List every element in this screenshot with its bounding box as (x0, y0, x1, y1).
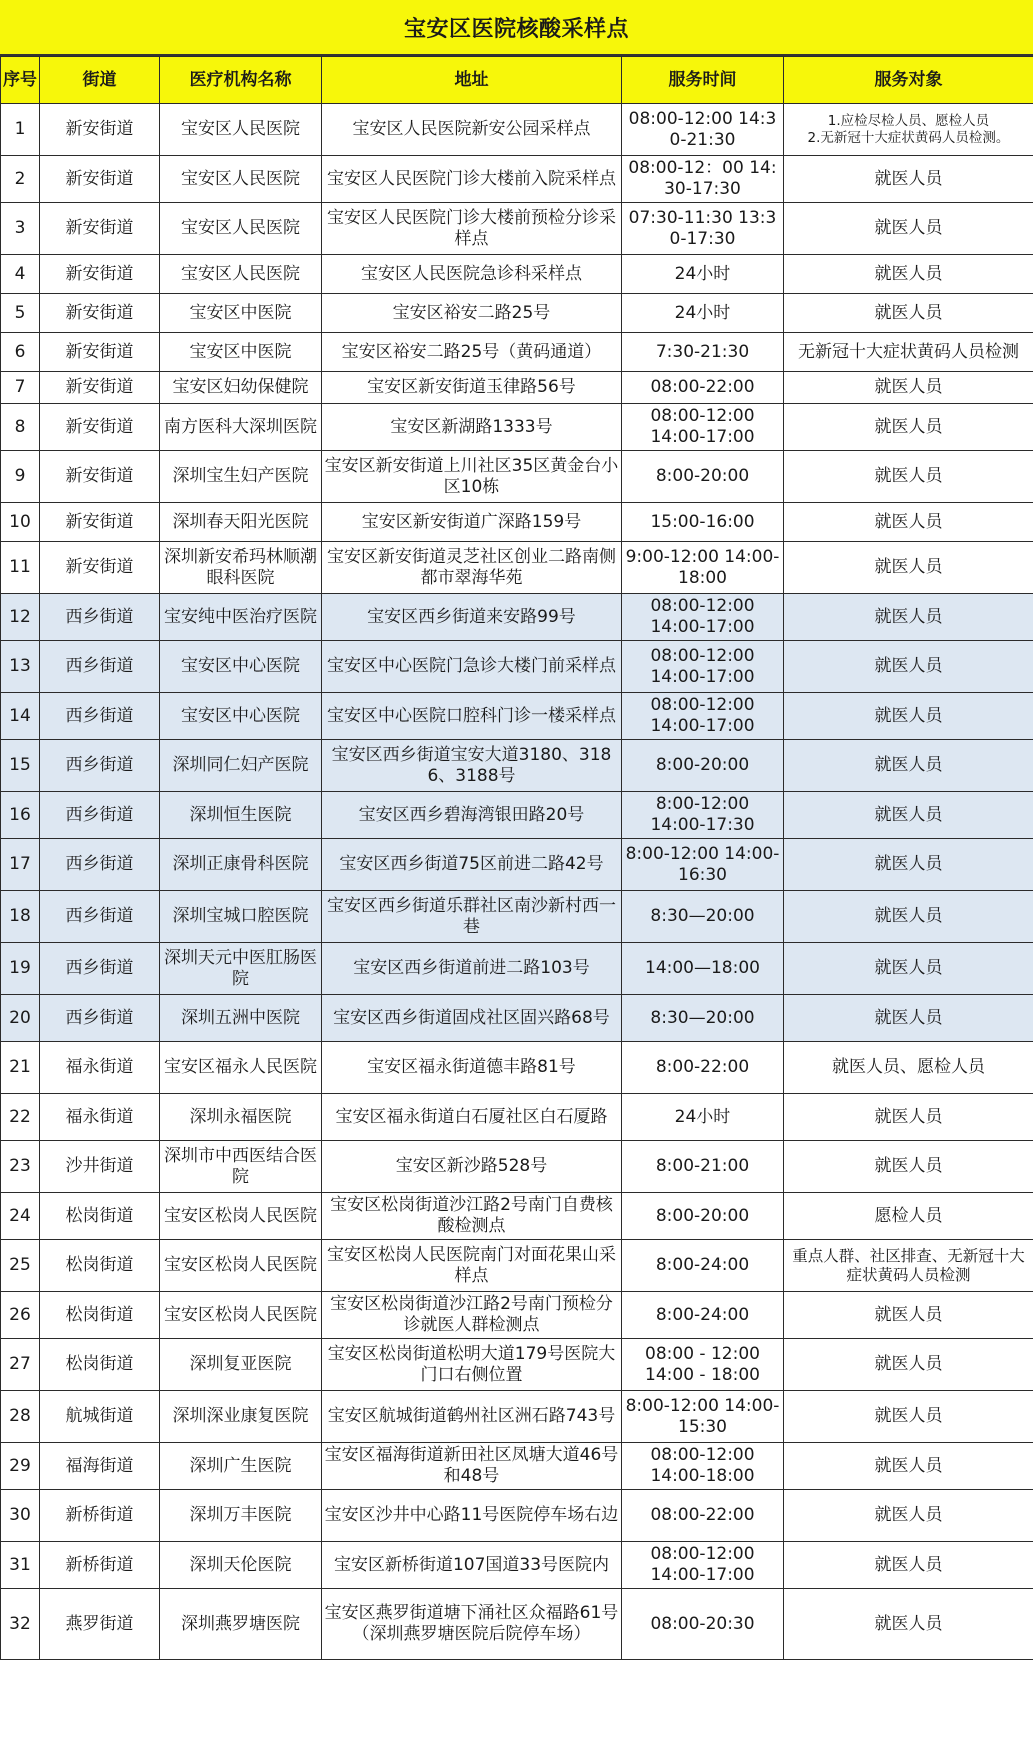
cell-institution: 宝安区妇幼保健院 (160, 372, 322, 404)
cell-institution: 深圳广生医院 (160, 1443, 322, 1490)
cell-institution: 深圳五洲中医院 (160, 995, 322, 1042)
cell-service-time: 8:00-12:00 14:00-16:30 (622, 839, 784, 891)
cell-service-target: 就医人员 (784, 503, 1033, 542)
header-service-target: 服务对象 (784, 57, 1033, 104)
cell-index: 22 (1, 1094, 40, 1141)
header-address: 地址 (322, 57, 622, 104)
cell-address: 宝安区沙井中心路11号医院停车场右边 (322, 1490, 622, 1542)
cell-address: 宝安区松岗街道松明大道179号医院大门口右侧位置 (322, 1339, 622, 1391)
cell-street: 西乡街道 (40, 641, 160, 693)
table-row (1, 641, 1033, 693)
cell-street: 西乡街道 (40, 740, 160, 792)
cell-institution: 宝安区松岗人民医院 (160, 1292, 322, 1339)
table-row (1, 203, 1033, 255)
cell-index: 27 (1, 1339, 40, 1391)
cell-index: 9 (1, 451, 40, 503)
cell-service-time: 08:00-12:00 14:00-17:00 (622, 641, 784, 693)
cell-institution: 深圳天伦医院 (160, 1542, 322, 1589)
sampling-sites-table (0, 56, 1033, 1660)
cell-service-target: 就医人员 (784, 404, 1033, 451)
cell-index: 30 (1, 1490, 40, 1542)
cell-institution: 南方医科大深圳医院 (160, 404, 322, 451)
cell-institution: 宝安区福永人民医院 (160, 1042, 322, 1094)
cell-service-time: 14:00—18:00 (622, 943, 784, 995)
cell-street: 福永街道 (40, 1042, 160, 1094)
cell-street: 沙井街道 (40, 1141, 160, 1193)
cell-index: 16 (1, 792, 40, 839)
cell-index: 31 (1, 1542, 40, 1589)
cell-address: 宝安区人民医院新安公园采样点 (322, 104, 622, 156)
cell-institution: 宝安区中医院 (160, 294, 322, 333)
header-service-time: 服务时间 (622, 57, 784, 104)
cell-street: 西乡街道 (40, 792, 160, 839)
cell-street: 新安街道 (40, 255, 160, 294)
cell-address: 宝安区新安街道灵芝社区创业二路南侧都市翠海华苑 (322, 542, 622, 594)
cell-service-target: 无新冠十大症状黄码人员检测 (784, 333, 1033, 372)
table-row (1, 1042, 1033, 1094)
cell-institution: 深圳深业康复医院 (160, 1391, 322, 1443)
cell-address: 宝安区松岗人民医院南门对面花果山采样点 (322, 1240, 622, 1292)
table-row (1, 156, 1033, 203)
cell-address: 宝安区西乡碧海湾银田路20号 (322, 792, 622, 839)
cell-service-time: 07:30-11:30 13:30-17:30 (622, 203, 784, 255)
cell-institution: 宝安区中心医院 (160, 693, 322, 740)
cell-service-target: 就医人员 (784, 943, 1033, 995)
cell-service-target: 就医人员 (784, 641, 1033, 693)
cell-service-target: 就医人员 (784, 1589, 1033, 1660)
cell-index: 5 (1, 294, 40, 333)
table-row (1, 1292, 1033, 1339)
table-row (1, 1094, 1033, 1141)
table-row (1, 451, 1033, 503)
cell-address: 宝安区西乡街道来安路99号 (322, 594, 622, 641)
cell-service-target: 就医人员 (784, 451, 1033, 503)
cell-street: 燕罗街道 (40, 1589, 160, 1660)
table-row (1, 891, 1033, 943)
cell-index: 13 (1, 641, 40, 693)
cell-service-time: 08:00-12:00 14:00-17:00 (622, 1542, 784, 1589)
cell-index: 11 (1, 542, 40, 594)
table-row (1, 1391, 1033, 1443)
table-row (1, 294, 1033, 333)
cell-service-time: 8:00-20:00 (622, 451, 784, 503)
cell-address: 宝安区裕安二路25号（黄码通道） (322, 333, 622, 372)
cell-institution: 宝安区中心医院 (160, 641, 322, 693)
cell-street: 西乡街道 (40, 943, 160, 995)
cell-index: 4 (1, 255, 40, 294)
table-row (1, 404, 1033, 451)
cell-service-target: 重点人群、社区排查、无新冠十大症状黄码人员检测 (784, 1240, 1033, 1292)
cell-service-target: 就医人员 (784, 1542, 1033, 1589)
cell-institution: 宝安区中医院 (160, 333, 322, 372)
table-row (1, 1240, 1033, 1292)
cell-address: 宝安区福海街道新田社区凤塘大道46号和48号 (322, 1443, 622, 1490)
cell-address: 宝安区松岗街道沙江路2号南门自费核酸检测点 (322, 1193, 622, 1240)
cell-address: 宝安区中心医院门急诊大楼门前采样点 (322, 641, 622, 693)
cell-service-time: 7:30-21:30 (622, 333, 784, 372)
table-header-row (1, 57, 1033, 104)
table-row (1, 792, 1033, 839)
cell-service-target: 就医人员 (784, 1094, 1033, 1141)
cell-service-target: 就医人员 (784, 542, 1033, 594)
cell-service-target: 就医人员 (784, 294, 1033, 333)
cell-institution: 深圳天元中医肛肠医院 (160, 943, 322, 995)
cell-address: 宝安区新桥街道107国道33号医院内 (322, 1542, 622, 1589)
cell-index: 6 (1, 333, 40, 372)
cell-address: 宝安区航城街道鹤州社区洲石路743号 (322, 1391, 622, 1443)
cell-service-time: 8:00-21:00 (622, 1141, 784, 1193)
table-row (1, 1339, 1033, 1391)
cell-service-time: 08:00-22:00 (622, 1490, 784, 1542)
cell-service-time: 8:00-22:00 (622, 1042, 784, 1094)
cell-service-target: 就医人员 (784, 156, 1033, 203)
cell-service-time: 24小时 (622, 255, 784, 294)
cell-service-time: 8:30—20:00 (622, 891, 784, 943)
cell-address: 宝安区新湖路1333号 (322, 404, 622, 451)
table-row (1, 542, 1033, 594)
cell-street: 新桥街道 (40, 1490, 160, 1542)
cell-institution: 深圳宝生妇产医院 (160, 451, 322, 503)
table-row (1, 839, 1033, 891)
cell-service-target: 就医人员 (784, 891, 1033, 943)
cell-institution: 宝安区人民医院 (160, 104, 322, 156)
cell-index: 18 (1, 891, 40, 943)
cell-institution: 宝安区人民医院 (160, 255, 322, 294)
table-row (1, 1193, 1033, 1240)
cell-index: 1 (1, 104, 40, 156)
cell-index: 20 (1, 995, 40, 1042)
cell-street: 新安街道 (40, 451, 160, 503)
cell-index: 29 (1, 1443, 40, 1490)
cell-service-time: 08:00-12:00 14:00-17:00 (622, 404, 784, 451)
cell-service-target: 就医人员 (784, 594, 1033, 641)
cell-institution: 深圳市中西医结合医院 (160, 1141, 322, 1193)
cell-street: 松岗街道 (40, 1339, 160, 1391)
cell-address: 宝安区中心医院口腔科门诊一楼采样点 (322, 693, 622, 740)
table-body (1, 104, 1033, 1660)
cell-service-time: 15:00-16:00 (622, 503, 784, 542)
cell-service-time: 8:00-12:00 14:00-17:30 (622, 792, 784, 839)
table-row (1, 503, 1033, 542)
cell-service-target: 就医人员 (784, 1339, 1033, 1391)
cell-address: 宝安区燕罗街道塘下涌社区众福路61号（深圳燕罗塘医院后院停车场） (322, 1589, 622, 1660)
cell-service-target: 就医人员 (784, 372, 1033, 404)
cell-institution: 深圳万丰医院 (160, 1490, 322, 1542)
header-institution: 医疗机构名称 (160, 57, 322, 104)
cell-institution: 深圳同仁妇产医院 (160, 740, 322, 792)
cell-street: 新安街道 (40, 542, 160, 594)
cell-institution: 深圳宝城口腔医院 (160, 891, 322, 943)
cell-index: 14 (1, 693, 40, 740)
cell-address: 宝安区福永街道德丰路81号 (322, 1042, 622, 1094)
cell-index: 26 (1, 1292, 40, 1339)
cell-service-target: 就医人员 (784, 1141, 1033, 1193)
cell-service-target: 就医人员 (784, 740, 1033, 792)
cell-index: 17 (1, 839, 40, 891)
cell-street: 新安街道 (40, 104, 160, 156)
cell-street: 福海街道 (40, 1443, 160, 1490)
cell-index: 21 (1, 1042, 40, 1094)
table-row (1, 1141, 1033, 1193)
cell-street: 新安街道 (40, 404, 160, 451)
cell-street: 新安街道 (40, 156, 160, 203)
cell-institution: 深圳永福医院 (160, 1094, 322, 1141)
cell-street: 新安街道 (40, 333, 160, 372)
cell-institution: 深圳春天阳光医院 (160, 503, 322, 542)
cell-service-time: 08:00-20:30 (622, 1589, 784, 1660)
cell-street: 福永街道 (40, 1094, 160, 1141)
header-index: 序号 (1, 57, 40, 104)
cell-service-time: 9:00-12:00 14:00-18:00 (622, 542, 784, 594)
header-street: 街道 (40, 57, 160, 104)
cell-service-time: 8:30—20:00 (622, 995, 784, 1042)
cell-address: 宝安区新沙路528号 (322, 1141, 622, 1193)
cell-institution: 深圳恒生医院 (160, 792, 322, 839)
cell-street: 新桥街道 (40, 1542, 160, 1589)
cell-service-time: 08:00-12:00 14:00-17:00 (622, 693, 784, 740)
cell-institution: 深圳燕罗塘医院 (160, 1589, 322, 1660)
cell-address: 宝安区裕安二路25号 (322, 294, 622, 333)
cell-index: 7 (1, 372, 40, 404)
cell-service-target: 就医人员 (784, 839, 1033, 891)
cell-service-time: 24小时 (622, 1094, 784, 1141)
cell-address: 宝安区新安街道玉律路56号 (322, 372, 622, 404)
cell-street: 松岗街道 (40, 1240, 160, 1292)
cell-index: 15 (1, 740, 40, 792)
cell-service-target: 就医人员 (784, 203, 1033, 255)
cell-street: 松岗街道 (40, 1292, 160, 1339)
cell-service-time: 8:00-24:00 (622, 1292, 784, 1339)
cell-service-time: 8:00-12:00 14:00-15:30 (622, 1391, 784, 1443)
cell-street: 航城街道 (40, 1391, 160, 1443)
cell-service-time: 8:00-20:00 (622, 740, 784, 792)
cell-index: 25 (1, 1240, 40, 1292)
cell-service-time: 8:00-24:00 (622, 1240, 784, 1292)
cell-service-time: 08:00 - 12:00 14:00 - 18:00 (622, 1339, 784, 1391)
cell-address: 宝安区西乡街道75区前进二路42号 (322, 839, 622, 891)
cell-street: 松岗街道 (40, 1193, 160, 1240)
cell-address: 宝安区福永街道白石厦社区白石厦路 (322, 1094, 622, 1141)
cell-service-target: 愿检人员 (784, 1193, 1033, 1240)
cell-street: 西乡街道 (40, 594, 160, 641)
cell-address: 宝安区人民医院门诊大楼前入院采样点 (322, 156, 622, 203)
cell-service-target: 就医人员 (784, 255, 1033, 294)
table-row (1, 1542, 1033, 1589)
table-row (1, 1443, 1033, 1490)
cell-street: 新安街道 (40, 372, 160, 404)
cell-index: 8 (1, 404, 40, 451)
cell-institution: 宝安区人民医院 (160, 203, 322, 255)
cell-address: 宝安区人民医院急诊科采样点 (322, 255, 622, 294)
cell-street: 新安街道 (40, 294, 160, 333)
cell-index: 12 (1, 594, 40, 641)
cell-service-time: 8:00-20:00 (622, 1193, 784, 1240)
page-title: 宝安区医院核酸采样点 (0, 0, 1033, 56)
table-row (1, 104, 1033, 156)
cell-service-target: 就医人员、愿检人员 (784, 1042, 1033, 1094)
table-row (1, 943, 1033, 995)
cell-index: 10 (1, 503, 40, 542)
cell-index: 32 (1, 1589, 40, 1660)
cell-address: 宝安区新安街道广深路159号 (322, 503, 622, 542)
cell-institution: 宝安区松岗人民医院 (160, 1193, 322, 1240)
cell-address: 宝安区西乡街道宝安大道3180、3186、3188号 (322, 740, 622, 792)
cell-index: 2 (1, 156, 40, 203)
cell-service-time: 08:00-12:00 14:00-17:00 (622, 594, 784, 641)
cell-service-target: 就医人员 (784, 693, 1033, 740)
cell-street: 新安街道 (40, 203, 160, 255)
cell-address: 宝安区人民医院门诊大楼前预检分诊采样点 (322, 203, 622, 255)
cell-address: 宝安区西乡街道前进二路103号 (322, 943, 622, 995)
cell-institution: 宝安区松岗人民医院 (160, 1240, 322, 1292)
table-row (1, 1589, 1033, 1660)
table-row (1, 995, 1033, 1042)
table-row (1, 594, 1033, 641)
cell-institution: 宝安纯中医治疗医院 (160, 594, 322, 641)
table-row (1, 372, 1033, 404)
cell-street: 西乡街道 (40, 995, 160, 1042)
cell-institution: 宝安区人民医院 (160, 156, 322, 203)
cell-index: 3 (1, 203, 40, 255)
cell-service-target: 就医人员 (784, 995, 1033, 1042)
cell-service-target: 就医人员 (784, 792, 1033, 839)
cell-service-target: 就医人员 (784, 1391, 1033, 1443)
cell-address: 宝安区松岗街道沙江路2号南门预检分诊就医人群检测点 (322, 1292, 622, 1339)
cell-service-time: 08:00-12:00 14:30-21:30 (622, 104, 784, 156)
cell-institution: 深圳正康骨科医院 (160, 839, 322, 891)
cell-service-time: 08:00-22:00 (622, 372, 784, 404)
cell-service-time: 08:00-12：00 14:30-17:30 (622, 156, 784, 203)
cell-service-target: 就医人员 (784, 1292, 1033, 1339)
cell-address: 宝安区新安街道上川社区35区黄金台小区10栋 (322, 451, 622, 503)
cell-address: 宝安区西乡街道固戍社区固兴路68号 (322, 995, 622, 1042)
cell-service-time: 08:00-12:00 14:00-18:00 (622, 1443, 784, 1490)
table-row (1, 255, 1033, 294)
table-row (1, 740, 1033, 792)
cell-index: 24 (1, 1193, 40, 1240)
cell-index: 19 (1, 943, 40, 995)
cell-service-target: 就医人员 (784, 1443, 1033, 1490)
cell-street: 西乡街道 (40, 839, 160, 891)
cell-index: 23 (1, 1141, 40, 1193)
cell-institution: 深圳复亚医院 (160, 1339, 322, 1391)
cell-street: 西乡街道 (40, 891, 160, 943)
cell-index: 28 (1, 1391, 40, 1443)
cell-street: 新安街道 (40, 503, 160, 542)
cell-street: 西乡街道 (40, 693, 160, 740)
table-row (1, 1490, 1033, 1542)
table-row (1, 333, 1033, 372)
cell-address: 宝安区西乡街道乐群社区南沙新村西一巷 (322, 891, 622, 943)
cell-institution: 深圳新安希玛林顺潮眼科医院 (160, 542, 322, 594)
cell-service-target: 就医人员 (784, 1490, 1033, 1542)
cell-service-target: 1.应检尽检人员、愿检人员 2.无新冠十大症状黄码人员检测。 (784, 104, 1033, 156)
table-row (1, 693, 1033, 740)
cell-service-time: 24小时 (622, 294, 784, 333)
